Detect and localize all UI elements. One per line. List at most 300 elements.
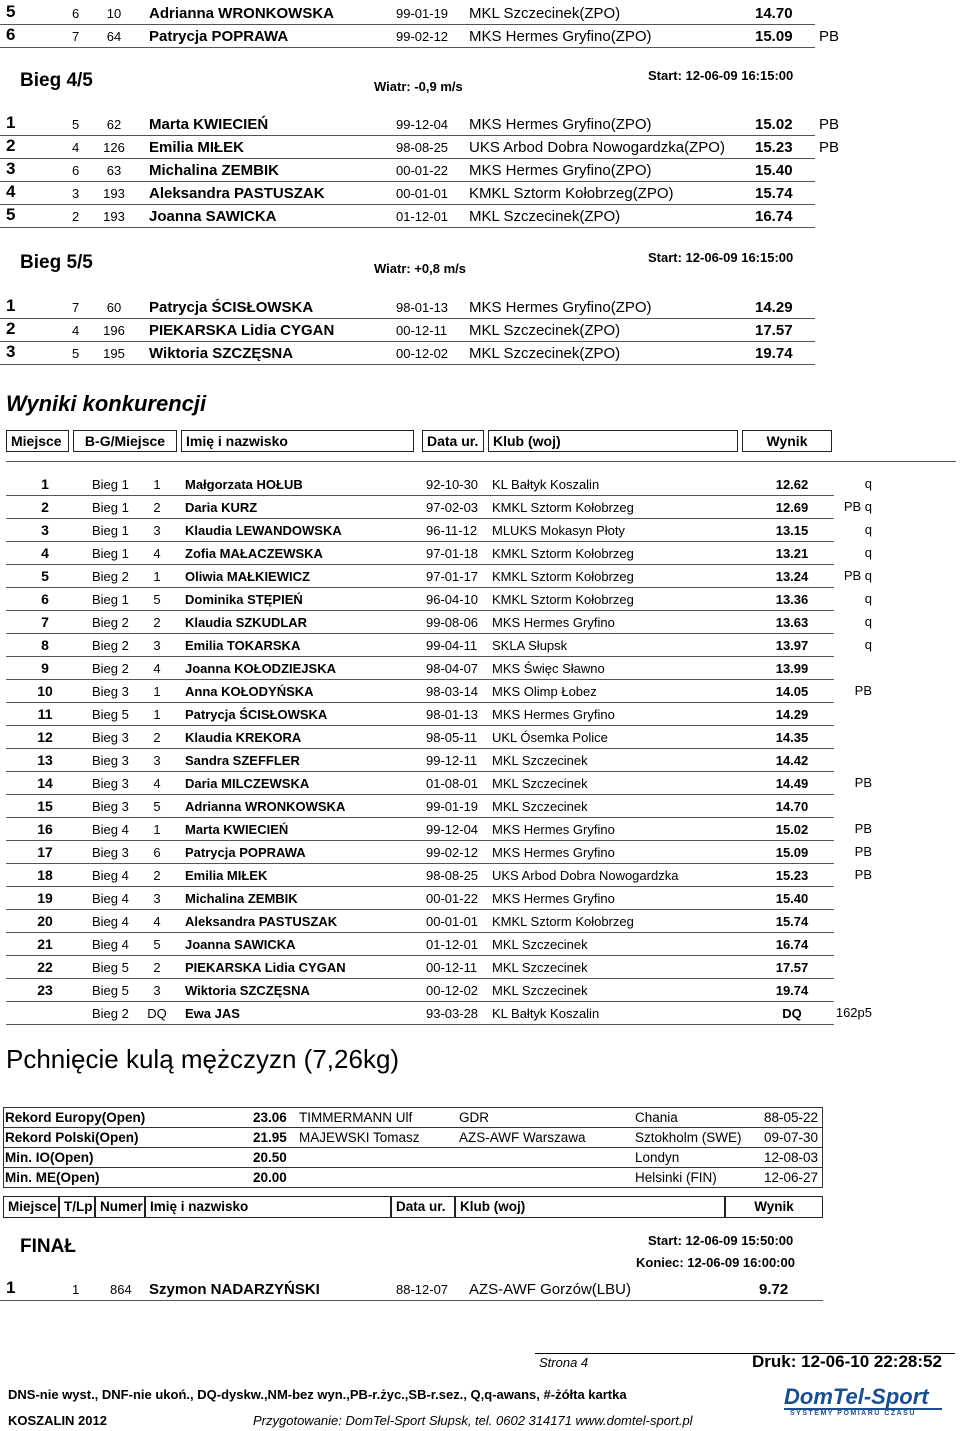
- result: 14.35: [775, 730, 809, 745]
- record-club: GDR: [459, 1110, 489, 1125]
- logo-main: DomTel-Sport: [784, 1384, 929, 1409]
- result: DQ: [782, 1006, 802, 1021]
- table-row: [6, 565, 834, 588]
- heat5-start: Start: 12-06-09 16:15:00: [648, 250, 794, 265]
- heat-place: 2: [153, 730, 161, 745]
- legend: DNS-nie wyst., DNF-nie ukoń., DQ-dyskw.,NM-bez wyn.,PB-r.życ.,SB-r.sez., Q,q-awans, #-żółta kartka: [8, 1387, 627, 1402]
- record-value: 23.06: [253, 1110, 287, 1125]
- table-row: [6, 703, 834, 726]
- athlete-name: Klaudia LEWANDOWSKA: [185, 523, 342, 538]
- birth-date: 01-08-01: [426, 776, 479, 791]
- header-name: Imię i nazwisko: [181, 430, 414, 452]
- result: 14.42: [775, 753, 809, 768]
- header-heat: B-G/Miejsce: [73, 430, 177, 452]
- heat-place: 4: [153, 776, 161, 791]
- note: PB: [819, 139, 840, 156]
- club: AZS-AWF Gorzów(LBU): [469, 1281, 631, 1298]
- birth-date: 99-01-19: [426, 799, 479, 814]
- athlete-name: Adrianna WRONKOWSKA: [185, 799, 346, 814]
- note: PB: [854, 775, 872, 790]
- result: 15.02: [775, 822, 809, 837]
- athlete-name: PIEKARSKA Lidia CYGAN: [185, 960, 346, 975]
- heat: Bieg 1: [92, 477, 129, 492]
- place: 9: [41, 660, 49, 676]
- header-divider: [6, 461, 956, 462]
- heat-place: 5: [153, 592, 161, 607]
- heat-place: 4: [153, 661, 161, 676]
- heat: Bieg 3: [92, 845, 129, 860]
- result: 15.74: [755, 185, 793, 202]
- note: q: [864, 591, 872, 606]
- bib: 60: [106, 300, 122, 315]
- note: q: [864, 614, 872, 629]
- club: KMKL Sztorm Kołobrzeg: [492, 914, 634, 929]
- birth-date: 00-12-11: [426, 960, 478, 975]
- heat-place: 1: [153, 707, 161, 722]
- table-row: [6, 726, 834, 749]
- place: 2: [41, 499, 49, 515]
- birth-date: 97-02-03: [426, 500, 479, 515]
- place: 1: [6, 1278, 16, 1297]
- record-row: [3, 1148, 823, 1168]
- place: 17: [37, 844, 53, 860]
- table-row: [6, 1002, 834, 1025]
- note: q: [864, 545, 872, 560]
- place: 1: [41, 476, 49, 492]
- table-row: [6, 910, 834, 933]
- birth-date: 96-11-12: [426, 523, 478, 538]
- athlete-name: Joanna KOŁODZIEJSKA: [185, 661, 336, 676]
- bib: 193: [103, 209, 125, 224]
- place: 23: [37, 982, 53, 998]
- note: q: [864, 637, 872, 652]
- heat: Bieg 3: [92, 753, 129, 768]
- bib: 62: [106, 117, 122, 132]
- club: MKS Hermes Gryfino: [492, 845, 615, 860]
- table-row: [6, 795, 834, 818]
- place: 5: [6, 205, 16, 224]
- athlete-name: Wiktoria SZCZĘSNA: [149, 345, 294, 362]
- birth-date: 00-12-11: [396, 323, 448, 338]
- table-row: [6, 588, 834, 611]
- record-place: Helsinki (FIN): [635, 1170, 717, 1185]
- birth-date: 99-04-11: [426, 638, 478, 653]
- heat: Bieg 3: [92, 684, 129, 699]
- table-row: [6, 749, 834, 772]
- record-label: Min. ME(Open): [5, 1170, 100, 1185]
- result-row: [0, 2, 815, 25]
- heat-place: 4: [153, 546, 161, 561]
- shot-title: Pchnięcie kulą mężczyzn (7,26kg): [6, 1044, 400, 1074]
- heat-place: 3: [153, 891, 161, 906]
- lane: 5: [72, 346, 80, 361]
- final-start: Start: 12-06-09 15:50:00: [648, 1233, 794, 1248]
- place: 13: [37, 752, 53, 768]
- athlete-name: Emilia TOKARSKA: [185, 638, 301, 653]
- heat-place: 3: [153, 638, 161, 653]
- record-date: 09-07-30: [764, 1130, 819, 1145]
- result: 19.74: [755, 345, 793, 362]
- place: 4: [41, 545, 49, 561]
- result: 13.24: [775, 569, 809, 584]
- result-row: [0, 296, 815, 319]
- note: 162p5: [835, 1005, 872, 1020]
- bib: 195: [103, 346, 125, 361]
- club: KMKL Sztorm Kołobrzeg: [492, 569, 634, 584]
- record-holder: MAJEWSKI Tomasz: [299, 1130, 420, 1145]
- note: PB: [854, 683, 872, 698]
- shot-header-dob: Data ur.: [391, 1196, 455, 1218]
- athlete-name: Anna KOŁODYŃSKA: [185, 684, 314, 699]
- club: MKS Hermes Gryfino: [492, 707, 615, 722]
- table-row: [6, 611, 834, 634]
- club: MKS Hermes Gryfino: [492, 891, 615, 906]
- heat-place: 6: [153, 845, 161, 860]
- heat-place: 4: [153, 914, 161, 929]
- athlete-name: Zofia MAŁACZEWSKA: [185, 546, 323, 561]
- place: 16: [37, 821, 53, 837]
- heat: Bieg 5: [92, 707, 129, 722]
- result: 15.09: [755, 28, 793, 45]
- table-row: [6, 519, 834, 542]
- heat-place: 3: [153, 523, 161, 538]
- header-result: Wynik: [742, 430, 832, 452]
- result: 15.02: [755, 116, 793, 133]
- result: 15.40: [775, 891, 809, 906]
- result: 16.74: [755, 208, 793, 225]
- place: 6: [41, 591, 49, 607]
- birth-date: 88-12-07: [396, 1282, 449, 1297]
- result: 13.15: [775, 523, 809, 538]
- final-end: Koniec: 12-06-09 16:00:00: [636, 1255, 795, 1270]
- heat5-wind: Wiatr: +0,8 m/s: [374, 261, 467, 276]
- heat: Bieg 4: [92, 891, 129, 906]
- note: PB: [819, 116, 840, 133]
- result: 14.29: [755, 299, 793, 316]
- record-label: Rekord Polski(Open): [5, 1130, 139, 1145]
- result: 14.29: [775, 707, 809, 722]
- lane: 6: [72, 6, 80, 21]
- heat-place: 1: [153, 477, 161, 492]
- heat-place: DQ: [147, 1006, 167, 1021]
- heat-place: 1: [153, 822, 161, 837]
- heat-place: 5: [153, 937, 161, 952]
- city: KOSZALIN 2012: [8, 1413, 107, 1428]
- heat: Bieg 3: [92, 776, 129, 791]
- birth-date: 98-08-25: [426, 868, 479, 883]
- record-row: [3, 1168, 823, 1188]
- note: q: [864, 476, 872, 491]
- heat: Bieg 3: [92, 730, 129, 745]
- record-value: 20.00: [253, 1170, 287, 1185]
- club: MKL Szczecinek: [492, 776, 588, 791]
- lane: 7: [72, 300, 80, 315]
- club: MKS Hermes Gryfino(ZPO): [469, 116, 652, 133]
- place: 19: [37, 890, 53, 906]
- lp: 1: [72, 1282, 80, 1297]
- athlete-name: Patrycja POPRAWA: [149, 28, 289, 45]
- heat: Bieg 4: [92, 822, 129, 837]
- record-holder: TIMMERMANN Ulf: [299, 1110, 413, 1125]
- place: 21: [37, 936, 53, 952]
- athlete-name: Patrycja ŚCISŁOWSKA: [185, 707, 328, 722]
- table-row: [6, 634, 834, 657]
- table-row: [6, 887, 834, 910]
- athlete-name: Oliwia MAŁKIEWICZ: [185, 569, 310, 584]
- table-row: [6, 496, 834, 519]
- result: 12.62: [775, 477, 809, 492]
- result: 13.99: [775, 661, 809, 676]
- note: PB q: [843, 568, 872, 583]
- athlete-name: Patrycja ŚCISŁOWSKA: [149, 299, 314, 316]
- place: 4: [6, 182, 16, 201]
- heat-place: 1: [153, 569, 161, 584]
- table-row: [6, 979, 834, 1002]
- club: KMKL Sztorm Kołobrzeg(ZPO): [469, 185, 674, 202]
- athlete-name: Adrianna WRONKOWSKA: [149, 5, 334, 22]
- athlete-name: Joanna SAWICKA: [185, 937, 296, 952]
- shot-header-club: Klub (woj): [455, 1196, 725, 1218]
- birth-date: 98-05-11: [426, 730, 478, 745]
- athlete-name: Dominika STĘPIEŃ: [185, 592, 303, 607]
- record-label: Min. IO(Open): [5, 1150, 94, 1165]
- athlete-name: Michalina ZEMBIK: [185, 891, 298, 906]
- place: 22: [37, 959, 53, 975]
- record-date: 88-05-22: [764, 1110, 819, 1125]
- note: PB q: [843, 499, 872, 514]
- athlete-name: Sandra SZEFFLER: [185, 753, 300, 768]
- club: MKS Olimp Łobez: [492, 684, 597, 699]
- heat: Bieg 1: [92, 523, 129, 538]
- table-row: [6, 956, 834, 979]
- result: 15.23: [775, 868, 809, 883]
- place: 10: [37, 683, 53, 699]
- result: 16.74: [775, 937, 809, 952]
- club: SKLA Słupsk: [492, 638, 568, 653]
- heat-place: 3: [153, 753, 161, 768]
- place: 20: [37, 913, 53, 929]
- record-club: AZS-AWF Warszawa: [459, 1130, 586, 1145]
- athlete-name: Michalina ZEMBIK: [149, 162, 280, 179]
- result: 19.74: [775, 983, 809, 998]
- shot-header-result: Wynik: [725, 1196, 823, 1218]
- athlete-name: Klaudia SZKUDLAR: [185, 615, 308, 630]
- place: 3: [6, 159, 16, 178]
- athlete-name: Małgorzata HOŁUB: [185, 477, 303, 492]
- lane: 4: [72, 140, 80, 155]
- table-row: [6, 933, 834, 956]
- bib: 10: [106, 6, 122, 21]
- table-row: [6, 841, 834, 864]
- birth-date: 00-01-22: [396, 163, 449, 178]
- heat: Bieg 4: [92, 914, 129, 929]
- place: 15: [37, 798, 53, 814]
- heat-place: 2: [153, 500, 161, 515]
- result-row: [0, 319, 815, 342]
- table-row: [6, 542, 834, 565]
- result: 14.70: [755, 5, 793, 22]
- bib: 196: [103, 323, 125, 338]
- club: MKL Szczecinek: [492, 937, 588, 952]
- shot-header-lp: T/Lp: [59, 1196, 95, 1218]
- birth-date: 01-12-01: [396, 209, 449, 224]
- result: 13.97: [775, 638, 809, 653]
- result: 15.09: [775, 845, 809, 860]
- note: PB: [854, 867, 872, 882]
- birth-date: 01-12-01: [426, 937, 479, 952]
- result: 14.05: [775, 684, 809, 699]
- club: MKS Hermes Gryfino(ZPO): [469, 162, 652, 179]
- place: 18: [37, 867, 53, 883]
- record-row: [3, 1128, 823, 1148]
- birth-date: 00-12-02: [396, 346, 449, 361]
- place: 6: [6, 25, 16, 44]
- result: 17.57: [755, 322, 793, 339]
- birth-date: 99-02-12: [426, 845, 479, 860]
- birth-date: 98-08-25: [396, 140, 449, 155]
- heat-place: 2: [153, 615, 161, 630]
- note: PB: [854, 821, 872, 836]
- record-date: 12-08-03: [764, 1150, 819, 1165]
- shot-header-num: Numer: [95, 1196, 145, 1218]
- club: UKL Ósemka Police: [492, 730, 608, 745]
- athlete-name: Klaudia KREKORA: [185, 730, 302, 745]
- athlete-name: Wiktoria SZCZĘSNA: [185, 983, 310, 998]
- heat-place: 5: [153, 799, 161, 814]
- club: KMKL Sztorm Kołobrzeg: [492, 546, 634, 561]
- birth-date: 00-01-22: [426, 891, 479, 906]
- birth-date: 98-04-07: [426, 661, 479, 676]
- bib: 193: [103, 186, 125, 201]
- club: MKL Szczecinek: [492, 799, 588, 814]
- heat: Bieg 2: [92, 661, 129, 676]
- record-place: Londyn: [635, 1150, 680, 1165]
- place: 2: [6, 319, 16, 338]
- athlete-name: Szymon NADARZYŃSKI: [149, 1281, 320, 1298]
- result-row: [0, 25, 815, 48]
- birth-date: 98-01-13: [396, 300, 449, 315]
- club: MKS Święc Sławno: [492, 661, 605, 676]
- record-value: 20.50: [253, 1150, 287, 1165]
- print-date: Druk: 12-06-10 22:28:52: [752, 1352, 942, 1371]
- heat: Bieg 1: [92, 592, 129, 607]
- heat-place: 2: [153, 868, 161, 883]
- birth-date: 98-03-14: [426, 684, 479, 699]
- heat: Bieg 2: [92, 1006, 129, 1021]
- place: 3: [41, 522, 49, 538]
- heat4-wind: Wiatr: -0,9 m/s: [374, 79, 463, 94]
- birth-date: 93-03-28: [426, 1006, 479, 1021]
- heat: Bieg 1: [92, 500, 129, 515]
- birth-date: 00-01-01: [396, 186, 449, 201]
- domtel-logo: [784, 1384, 944, 1420]
- place: 5: [6, 2, 16, 21]
- record-row: [3, 1108, 823, 1128]
- birth-date: 99-12-11: [426, 753, 478, 768]
- result-row: [0, 182, 815, 205]
- place: 7: [41, 614, 49, 630]
- heat: Bieg 5: [92, 960, 129, 975]
- heat: Bieg 4: [92, 868, 129, 883]
- club: MKL Szczecinek: [492, 960, 588, 975]
- birth-date: 99-12-04: [426, 822, 479, 837]
- heat5-title: Bieg 5/5: [20, 252, 93, 273]
- final-row: [0, 1278, 823, 1301]
- place: 5: [41, 568, 49, 584]
- athlete-name: Daria MILCZEWSKA: [185, 776, 310, 791]
- heat: Bieg 2: [92, 638, 129, 653]
- table-row: [6, 473, 834, 496]
- athlete-name: Emilia MIŁEK: [185, 868, 268, 883]
- birth-date: 97-01-17: [426, 569, 479, 584]
- bib: 64: [106, 29, 122, 44]
- athlete-name: Ewa JAS: [185, 1006, 240, 1021]
- record-date: 12-06-27: [764, 1170, 819, 1185]
- place: 2: [6, 136, 16, 155]
- place: 1: [6, 113, 16, 132]
- place: 8: [41, 637, 49, 653]
- result: 13.36: [775, 592, 809, 607]
- athlete-name: Marta KWIECIEŃ: [185, 822, 289, 837]
- birth-date: 99-02-12: [396, 29, 449, 44]
- final-title: FINAŁ: [20, 1236, 76, 1257]
- result-row: [0, 205, 815, 228]
- result-row: [0, 342, 815, 365]
- club: KL Bałtyk Koszalin: [492, 477, 600, 492]
- birth-date: 00-12-02: [426, 983, 479, 998]
- header-club: Klub (woj): [488, 430, 738, 452]
- club: MLUKS Mokasyn Płoty: [492, 523, 625, 538]
- preparation: Przygotowanie: DomTel-Sport Słupsk, tel. 0602 314171 www.domtel-sport.pl: [253, 1413, 693, 1428]
- place: 1: [6, 296, 16, 315]
- athlete-name: Aleksandra PASTUSZAK: [185, 914, 338, 929]
- record-place: Sztokholm (SWE): [635, 1130, 742, 1145]
- shot-header-place: Miejsce: [3, 1196, 59, 1218]
- heat: Bieg 5: [92, 983, 129, 998]
- competition-title: Wyniki konkurencji: [6, 391, 207, 416]
- record-place: Chania: [635, 1110, 678, 1125]
- club: MKS Hermes Gryfino: [492, 615, 615, 630]
- club: MKL Szczecinek(ZPO): [469, 208, 621, 225]
- birth-date: 92-10-30: [426, 477, 479, 492]
- club: MKL Szczecinek: [492, 753, 588, 768]
- lane: 4: [72, 323, 80, 338]
- club: MKS Hermes Gryfino: [492, 822, 615, 837]
- birth-date: 99-12-04: [396, 117, 449, 132]
- birth-date: 96-04-10: [426, 592, 479, 607]
- lane: 3: [72, 186, 80, 201]
- club: KMKL Sztorm Kołobrzeg: [492, 500, 634, 515]
- athlete-name: PIEKARSKA Lidia CYGAN: [149, 322, 335, 339]
- heat4-title: Bieg 4/5: [20, 70, 93, 91]
- note: PB: [819, 28, 840, 45]
- athlete-name: Marta KWIECIEŃ: [149, 116, 269, 133]
- result: 15.23: [755, 139, 793, 156]
- result-row: [0, 113, 815, 136]
- result: 15.40: [755, 162, 793, 179]
- bib: 126: [103, 140, 125, 155]
- result-row: [0, 159, 815, 182]
- club: MKL Szczecinek(ZPO): [469, 5, 621, 22]
- table-row: [6, 864, 834, 887]
- lane: 6: [72, 163, 80, 178]
- birth-date: 99-08-06: [426, 615, 479, 630]
- birth-date: 98-01-13: [426, 707, 479, 722]
- result: 9.72: [759, 1281, 789, 1298]
- place: 11: [37, 706, 53, 722]
- athlete-name: Patrycja POPRAWA: [185, 845, 306, 860]
- record-label: Rekord Europy(Open): [5, 1110, 146, 1125]
